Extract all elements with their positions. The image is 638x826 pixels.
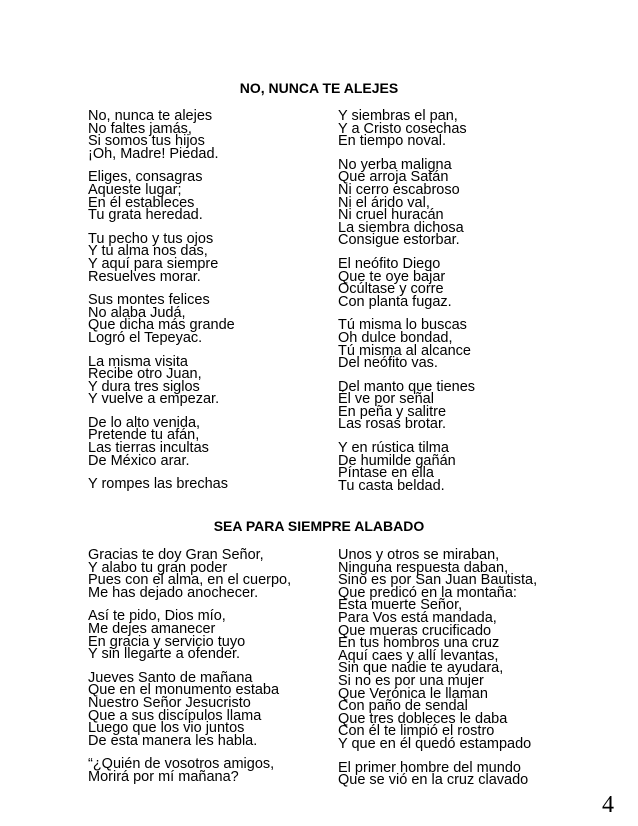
verse-line: Y tu alma nos das, xyxy=(88,243,208,260)
stanza xyxy=(338,759,537,789)
verse-line: Recibe otro Juan, xyxy=(88,366,202,383)
verse-line: Esta muerte Señor, xyxy=(338,597,463,614)
verse-line: Tu grata heredad. xyxy=(88,207,203,224)
verse-line: Si somos tus hijos xyxy=(88,133,205,150)
verse-line: En tus hombros una cruz xyxy=(338,635,500,652)
verse-line: No, nunca te alejes xyxy=(88,108,213,124)
stanza xyxy=(88,758,291,783)
verse-line: Me has dejado anochecer. xyxy=(88,584,259,601)
verse-line: Ni cerro escabroso xyxy=(338,181,460,198)
verse-line: Me dejes amanecer xyxy=(88,620,216,637)
verse-line: Píntase en ella xyxy=(338,465,434,482)
verse-line: No yerba maligna xyxy=(338,156,452,173)
verse-line: ¡Oh, Madre! Piedad. xyxy=(88,145,219,162)
verse-line: Con él te limpió el rostro xyxy=(338,723,495,740)
verse-line: Gracias te doy Gran Señor, xyxy=(88,547,264,563)
stanza xyxy=(338,110,475,148)
verse-line: No alaba Judá, xyxy=(88,304,186,321)
verse-line: Y aquí para siempre xyxy=(88,255,219,272)
verse-line: En peña y salitre xyxy=(338,403,447,420)
verse-line: Y rompes las brechas xyxy=(88,476,228,493)
verse-line: Que dicha más grande xyxy=(88,317,235,334)
verse-line: Del manto que tienes xyxy=(338,378,476,395)
verse-line: Tu casta beldad. xyxy=(338,477,445,494)
verse-line: Las rosas brotar. xyxy=(338,416,446,433)
verse-line: La misma visita xyxy=(88,353,188,370)
stanza xyxy=(88,169,235,224)
verse-line: Que mueras crucificado xyxy=(338,622,492,639)
stanza xyxy=(338,317,475,372)
verse-line: Tú misma lo buscas xyxy=(338,317,467,334)
stanza xyxy=(88,110,235,160)
verse-line: Que en el monumento estaba xyxy=(88,682,280,699)
stanza xyxy=(88,353,235,408)
verse-line: Y siembras el pan, xyxy=(338,108,458,124)
stanza xyxy=(338,255,475,310)
page-number: 4 xyxy=(602,792,614,818)
verse-line: Que se vió en la cruz clavado xyxy=(338,772,529,789)
verse-line: Luego que los vio juntos xyxy=(88,720,245,737)
verse-line: Ni el árido val, xyxy=(338,194,430,211)
verse-line: De lo alto venida, xyxy=(88,414,201,431)
verse-line: Que arroja Satán xyxy=(338,169,449,186)
verse-line: De esta manera les habla. xyxy=(88,732,258,749)
stanza xyxy=(88,669,291,749)
verse-line: Tú misma al alcance xyxy=(338,342,471,359)
verse-line: De México arar. xyxy=(88,452,190,469)
stanza xyxy=(88,608,291,663)
song1-left-column xyxy=(88,110,235,502)
verse-line: En gracia y servicio tuyo xyxy=(88,633,246,650)
stanza xyxy=(338,378,476,433)
verse-line: Sus montes felices xyxy=(88,292,210,309)
verse-line: Las tierras incultas xyxy=(88,440,209,457)
verse-line: Pretende tu afán, xyxy=(88,427,200,444)
song1-right-column xyxy=(338,110,475,503)
verse-line: Sino es por San Juan Bautista, xyxy=(338,572,538,589)
verse-line: Y a Cristo cosechas xyxy=(338,120,467,137)
verse-line: Aqueste lugar; xyxy=(88,181,182,198)
verse-line: “¿Quién de vosotros amigos, xyxy=(88,756,275,773)
song-title-sea-para-siempre-alabado: SEA PARA SIEMPRE ALABADO xyxy=(213,518,425,534)
verse-line: Ninguna respuesta daban, xyxy=(338,559,509,576)
verse-line: Que a sus discípulos llama xyxy=(88,707,262,724)
verse-line: Pues con el alma, en el cuerpo, xyxy=(88,572,292,589)
verse-line: Y que en él quedó estampado xyxy=(338,735,532,752)
verse-line: Y vuelve a empezar. xyxy=(88,391,220,408)
verse-line: Él ve por señal xyxy=(338,391,434,408)
stanza xyxy=(88,549,291,599)
verse-line: Ni cruel huracán xyxy=(338,207,444,224)
verse-line: Del neófito vas. xyxy=(338,355,438,372)
verse-line: Morirá por mí mañana? xyxy=(88,768,239,785)
verse-line: El neófito Diego xyxy=(338,255,441,272)
verse-line: Que Verónica le llaman xyxy=(338,685,488,702)
verse-line: Si no es por una mujer xyxy=(338,672,484,689)
verse-line: Con paño de sendal xyxy=(338,698,468,715)
stanza xyxy=(338,549,537,751)
verse-line: La siembra dichosa xyxy=(338,219,464,236)
verse-line: Aquí caes y allí levantas, xyxy=(338,647,499,664)
verse-line: Oh dulce bondad, xyxy=(338,329,453,346)
verse-line: Para Vos está mandada, xyxy=(338,609,497,626)
verse-line: Jueves Santo de mañana xyxy=(88,669,253,686)
song-title-no-nunca-te-alejes: NO, NUNCA TE ALEJES xyxy=(239,80,399,96)
verse-line: Que te oye bajar xyxy=(338,268,446,285)
stanza xyxy=(338,442,475,492)
verse-line: De humilde gañán xyxy=(338,452,456,469)
verse-line: Consigue estorbar. xyxy=(338,232,460,249)
verse-line: Y alabo tu gran poder xyxy=(88,559,228,576)
song2-right-column xyxy=(338,549,537,798)
verse-line: Logró el Tepeyac. xyxy=(88,329,203,346)
verse-line: El primer hombre del mundo xyxy=(338,759,521,776)
verse-line: Y en rústica tilma xyxy=(338,440,449,457)
verse-line: Ocúltase y corre xyxy=(338,281,444,298)
verse-line: En tiempo noval. xyxy=(338,133,447,150)
verse-line: No faltes jamás, xyxy=(88,120,192,137)
stanza xyxy=(88,478,235,491)
verse-line: Con planta fugaz. xyxy=(338,293,452,310)
verse-line: Resuelves morar. xyxy=(88,268,201,285)
verse-line: Y dura tres siglos xyxy=(88,378,200,395)
verse-line: Y sin llegarte a ofender. xyxy=(88,646,241,663)
verse-line: En él estableces xyxy=(88,194,195,211)
verse-line: Tu pecho y tus ojos xyxy=(88,230,214,247)
stanza xyxy=(88,414,235,469)
verse-line: Que predicó en la montaña: xyxy=(338,584,517,601)
stanza xyxy=(88,230,235,285)
verse-line: Eliges, consagras xyxy=(88,169,203,186)
verse-line: Sin que nadie te ayudara, xyxy=(338,660,504,677)
song2-left-column xyxy=(88,549,291,795)
verse-line: Que tres dobleces le daba xyxy=(338,710,508,727)
verse-line: Unos y otros se miraban, xyxy=(338,547,500,563)
verse-line: Así te pido, Dios mío, xyxy=(88,608,226,625)
stanza xyxy=(88,294,235,344)
stanza xyxy=(338,156,475,249)
verse-line: Nuestro Señor Jesucristo xyxy=(88,694,251,711)
